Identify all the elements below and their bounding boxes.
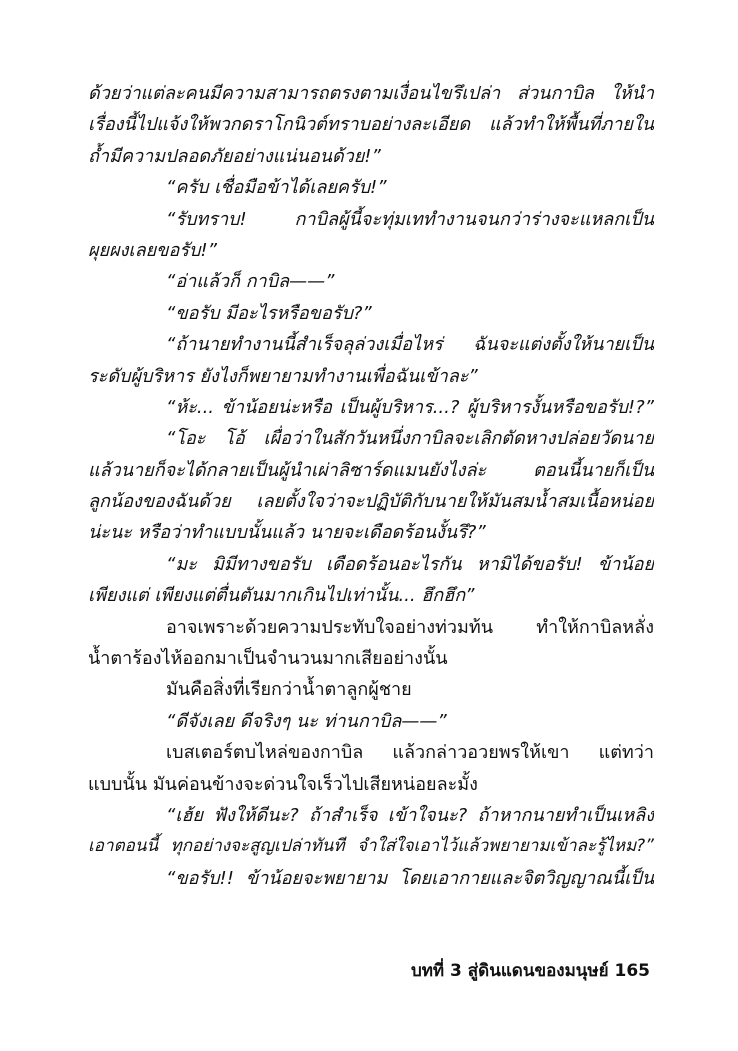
text-line: เอาตอนนี้ ทุกอย่างจะสูญเปล่าทันที จำใส่ใจเอาไว้แล้วพยายามเข้าละรู้ไหม?”: [88, 836, 654, 857]
text-line: “ครับ เชื่อมือข้าได้เลยครับ!”: [166, 177, 387, 199]
text-line: “ถ้านายทำงานนี้สำเร็จลุล่วงเมื่อไหร่ ฉันจะแต่งตั้งให้นายเป็น: [166, 334, 654, 356]
text-line: ระดับผู้บริหาร ยังไงก็พยายามทำงานเพื่อฉันเข้าละ”: [88, 365, 478, 387]
text-line: “อ่าแล้วก็ กาบิล——”: [166, 271, 335, 293]
text-line: เรื่องนี้ไปแจ้งให้พวกดราโกนิวต์ทราบอย่างละเอียด แล้วทำให้พื้นที่ภายใน: [88, 114, 654, 136]
text-line: “เฮ้ย ฟังให้ดีนะ? ถ้าสำเร็จ เข้าใจนะ? ถ้าหากนายทำเป็นเหลิง: [166, 804, 654, 826]
text-line: ลูกน้องของฉันด้วย เลยตั้งใจว่าจะปฏิบัติกับนายให้มันสมน้ำสมเนื้อหน่อย: [88, 491, 654, 513]
text-line: “รับทราบ! กาบิลผู้นี้จะทุ่มเททำงานจนกว่าร่างจะแหลกเป็น: [166, 208, 654, 230]
text-line: น้ำตาร้องไห้ออกมาเป็นจำนวนมากเสียอย่างนั้น: [88, 648, 448, 670]
text-line: “มะ มิมีทางขอรับ เดือดร้อนอะไรกัน หามิได้ขอรับ! ข้าน้อย: [166, 553, 654, 575]
text-line: “ดีจังเลย ดีจริงๆ นะ ท่านกาบิล——”: [166, 710, 447, 732]
text-line: แบบนั้น มันค่อนข้างจะด่วนใจเร็วไปเสียหน่อยละมั้ง: [88, 773, 478, 795]
text-line: ผุยผงเลยขอรับ!”: [88, 239, 217, 261]
text-line: น่ะนะ หรือว่าทำแบบนั้นแล้ว นายจะเดือดร้อนงั้นรึ?”: [88, 522, 486, 544]
text-line: “ห้ะ... ข้าน้อยน่ะหรือ เป็นผู้บริหาร...? ผู้บริหารงั้นหรือขอรับ!?”: [166, 396, 654, 418]
page-footer: บทที่ 3 สู่ดินแดนของมนุษย์ 165: [410, 961, 650, 981]
text-line: มันคือสิ่งที่เรียกว่าน้ำตาลูกผู้ชาย: [166, 679, 412, 701]
text-line: “โอะ โอ้ เผื่อว่าในสักวันหนึ่งกาบิลจะเลิกตัดหางปล่อยวัดนาย: [166, 428, 654, 450]
text-line: อาจเพราะด้วยความประทับใจอย่างท่วมท้น ทำให้กาบิลหลั่ง: [166, 616, 654, 638]
text-line: “ขอรับ มีอะไรหรือขอรับ?”: [166, 302, 372, 324]
text-line: ถ้ำมีความปลอดภัยอย่างแน่นอนด้วย!”: [88, 145, 381, 167]
text-line: เพียงแต่ เพียงแต่ตื่นตันมากเกินไปเท่านั้น... ฮึกฮึก”: [88, 585, 475, 607]
text-line: แล้วนายก็จะได้กลายเป็นผู้นำเผ่าลิซาร์ดแมนยังไงล่ะ ตอนนี้นายก็เป็น: [88, 459, 654, 481]
text-line: “ขอรับ!! ข้าน้อยจะพยายาม โดยเอากายและจิตวิญญาณนี้เป็น: [166, 867, 654, 889]
text-line: เบสเตอร์ตบไหล่ของกาบิล แล้วกล่าวอวยพรให้เขา แต่ทว่า: [166, 742, 654, 764]
body-text: [88, 78, 654, 894]
text-line: ด้วยว่าแต่ละคนมีความสามารถตรงตามเงื่อนไขรึเปล่า ส่วนกาบิล ให้นำ: [88, 83, 654, 104]
